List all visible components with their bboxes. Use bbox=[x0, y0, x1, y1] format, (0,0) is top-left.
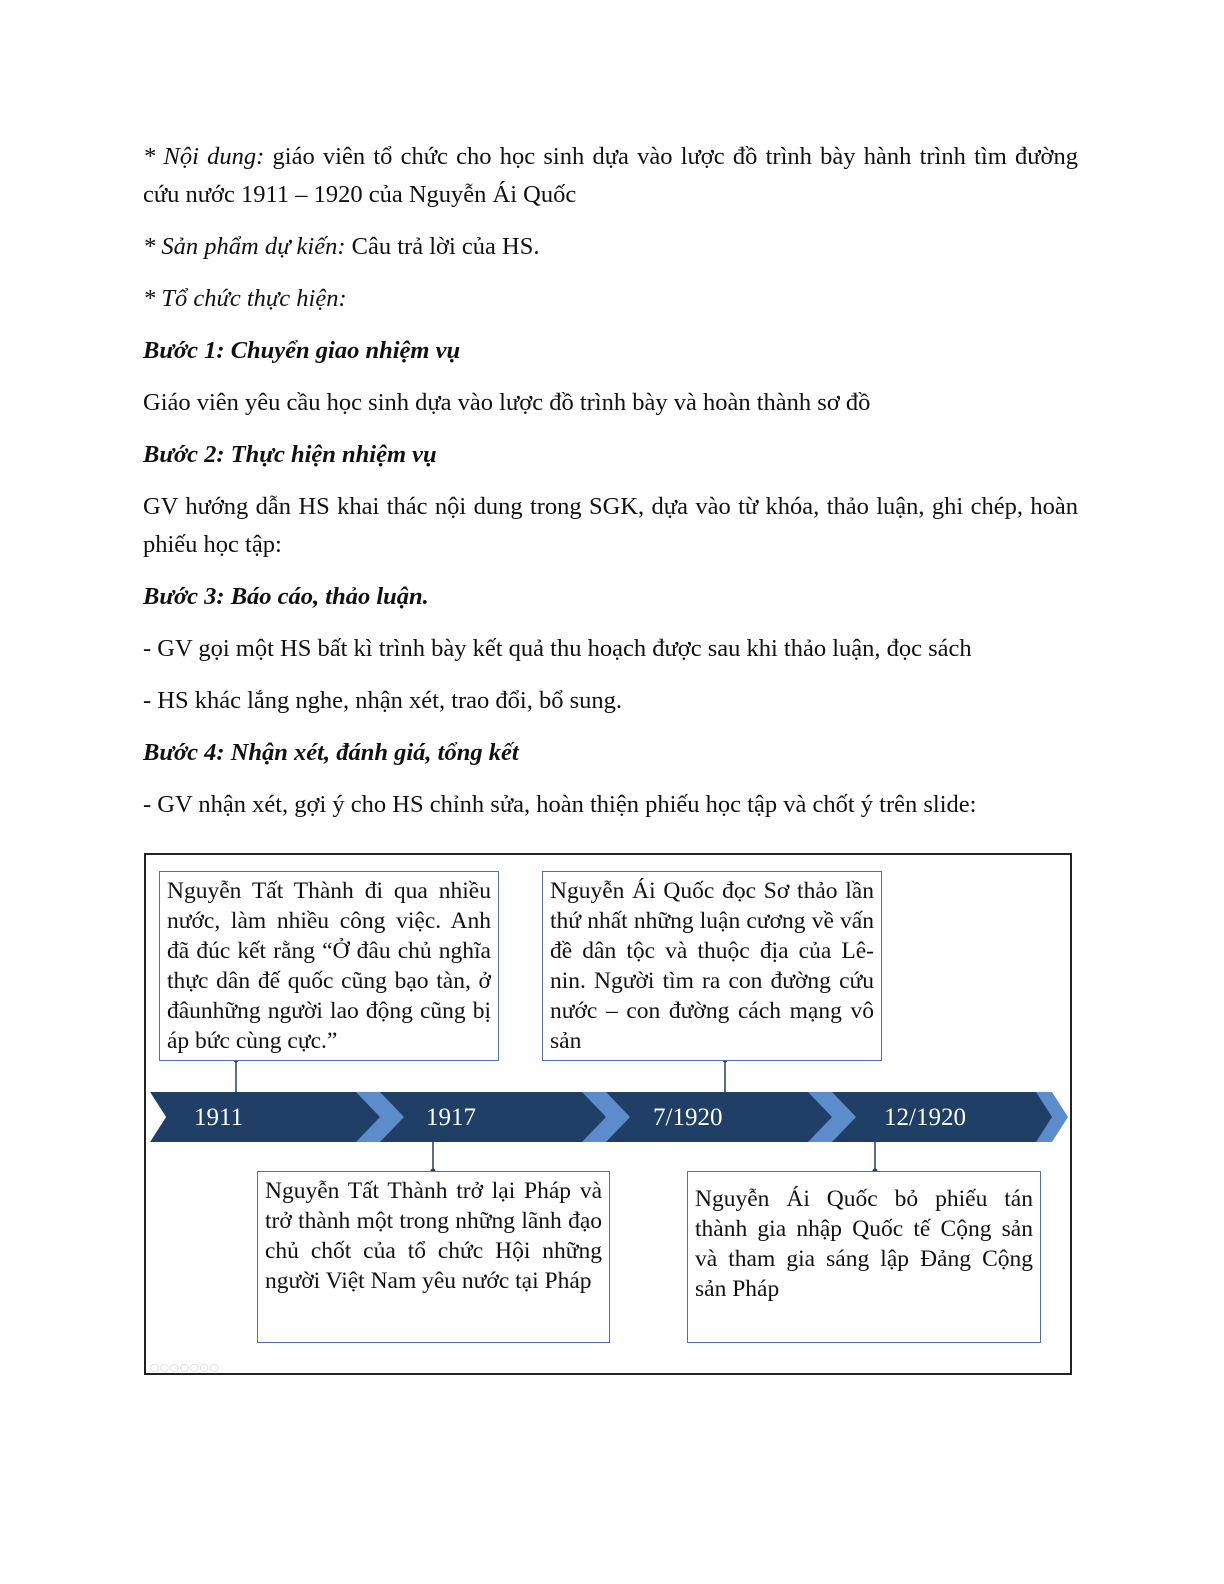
step3-heading: Bước 3: Báo cáo, thảo luận. bbox=[143, 583, 429, 610]
step2-text: GV hướng dẫn HS khai thác nội dung trong SGK, dựa vào từ khóa, thảo luận, ghi chép, hoàn phiếu học tập: bbox=[143, 493, 1078, 558]
event-box-1911: Nguyễn Tất Thành đi qua nhiều nước, làm nhiều công việc. Anh đã đúc kết rằng “Ở đâu chủ nghĩa thực dân đế quốc cũng bạo tàn, ở đâunhững người lao động cũng bị áp bức cùng cực.” bbox=[159, 871, 499, 1061]
label-noi-dung: * Nội dung: bbox=[143, 143, 265, 170]
label-to-chuc: * Tổ chức thực hiện: bbox=[143, 285, 347, 312]
text-san-pham: Câu trả lời của HS. bbox=[345, 233, 540, 260]
year-1917: 1917 bbox=[426, 1104, 476, 1131]
event-box-7-1920: Nguyễn Ái Quốc đọc Sơ thảo lần thứ nhất những luận cương về vấn đề dân tộc và thuộc địa của Lê-nin. Người tìm ra con đường cứu nước – con đường cách mạng vô sản bbox=[542, 871, 882, 1061]
paragraph-san-pham bbox=[143, 228, 1078, 266]
step1-heading: Bước 1: Chuyển giao nhiệm vụ bbox=[143, 337, 461, 364]
document-body bbox=[143, 138, 1078, 838]
step3-line1: - GV gọi một HS bất kì trình bày kết quả thu hoạch được sau khi thảo luận, đọc sách bbox=[143, 635, 972, 662]
year-7-1920: 7/1920 bbox=[653, 1104, 723, 1131]
year-12-1920: 12/1920 bbox=[884, 1104, 966, 1131]
year-1911: 1911 bbox=[194, 1104, 244, 1131]
step3-line2: - HS khác lắng nghe, nhận xét, trao đổi, bổ sung. bbox=[143, 687, 623, 714]
step4-text: - GV nhận xét, gợi ý cho HS chỉnh sửa, hoàn thiện phiếu học tập và chốt ý trên slide: bbox=[143, 791, 977, 818]
step1-text: Giáo viên yêu cầu học sinh dựa vào lược đồ trình bày và hoàn thành sơ đồ bbox=[143, 389, 871, 416]
label-san-pham: * Sản phẩm dự kiến: bbox=[143, 233, 346, 260]
step2-heading: Bước 2: Thực hiện nhiệm vụ bbox=[143, 441, 437, 468]
text-noi-dung: giáo viên tổ chức cho học sinh dựa vào lược đồ trình bày hành trình tìm đường cứu nước 1911 – 1920 của Nguyễn Ái Quốc bbox=[143, 143, 1078, 208]
step4-heading: Bước 4: Nhận xét, đánh giá, tổng kết bbox=[143, 739, 519, 766]
paragraph-to-chuc bbox=[143, 280, 1078, 318]
paragraph-noi-dung bbox=[143, 138, 1078, 214]
timeline-slide bbox=[144, 853, 1072, 1375]
slide-nav-controls: ◯◯◯◯◯◯◯ bbox=[150, 1363, 220, 1372]
event-box-12-1920: Nguyễn Ái Quốc bỏ phiếu tán thành gia nhập Quốc tế Cộng sản và tham gia sáng lập Đảng Cộng sản Pháp bbox=[687, 1171, 1041, 1343]
event-box-1917: Nguyễn Tất Thành trở lại Pháp và trở thành một trong những lãnh đạo chủ chốt của tổ chức Hội những người Việt Nam yêu nước tại Pháp bbox=[257, 1171, 610, 1343]
